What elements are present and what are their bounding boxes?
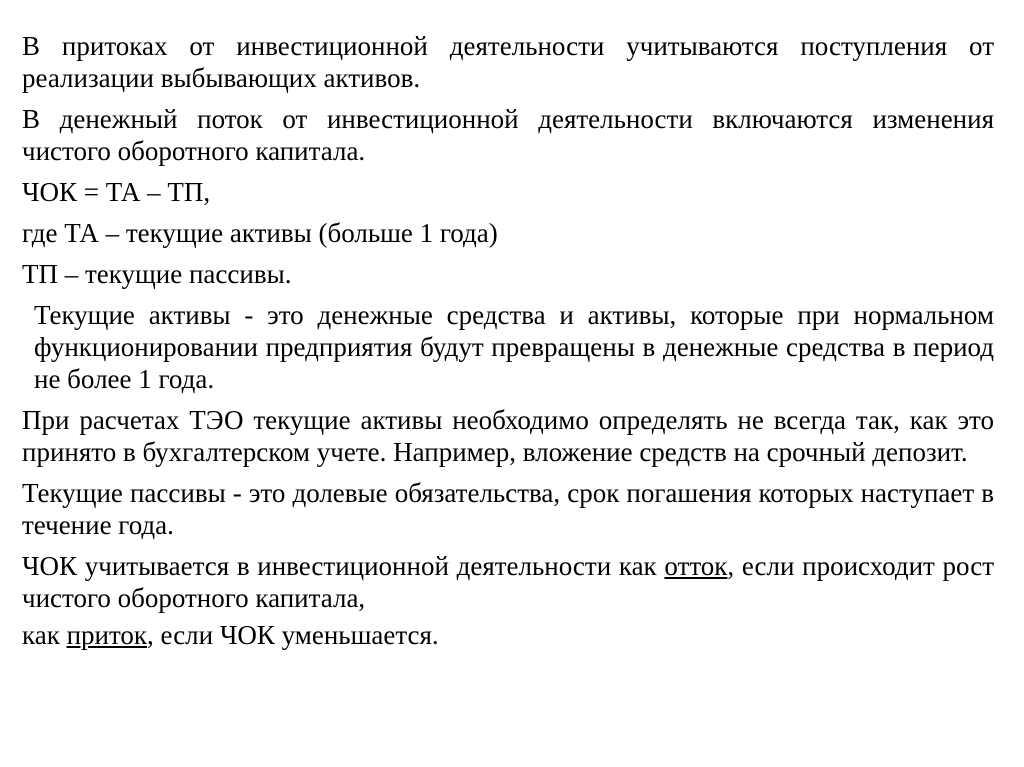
paragraph-investment-inflows: В притоках от инвестиционной деятельности учитываются поступления от реализации выбывающих активов.: [22, 31, 994, 93]
inflow-text-before: как: [22, 620, 67, 650]
outflow-underlined-word: отток: [664, 551, 728, 581]
outflow-text-after: , если происходит рост чистого оборотного капитала,: [22, 551, 994, 613]
paragraph-cash-flow-working-capital: В денежный поток от инвестиционной деятельности включаются изменения чистого оборотного капитала.: [22, 104, 994, 166]
inflow-underlined-word: приток: [66, 620, 148, 650]
paragraph-working-capital-outflow: [22, 550, 994, 614]
definition-current-assets-abbr: где ТА – текущие активы (больше 1 года): [22, 218, 498, 248]
slide-content: [22, 30, 994, 660]
paragraph-working-capital-inflow: [22, 619, 994, 651]
inflow-text-after: , если ЧОК уменьшается.: [147, 620, 439, 650]
formula-net-working-capital: ЧОК = ТА – ТП,: [22, 177, 211, 207]
paragraph-current-assets: Текущие активы - это денежные средства и активы, которые при нормальном функционировании предприятия будут превращены в денежные средства в период не более 1 года.: [34, 300, 994, 394]
outflow-text-before: ЧОК учитывается в инвестиционной деятельности как: [22, 551, 665, 581]
paragraph-feasibility-calculation: При расчетах ТЭО текущие активы необходимо определять не всегда так, как это принято в бухгалтерском учете. Например, вложение средств на срочный депозит.: [22, 405, 994, 467]
definition-current-liabilities-abbr: ТП – текущие пассивы.: [22, 259, 292, 289]
paragraph-current-liabilities: Текущие пассивы - это долевые обязательства, срок погашения которых наступает в течение года.: [22, 478, 994, 540]
